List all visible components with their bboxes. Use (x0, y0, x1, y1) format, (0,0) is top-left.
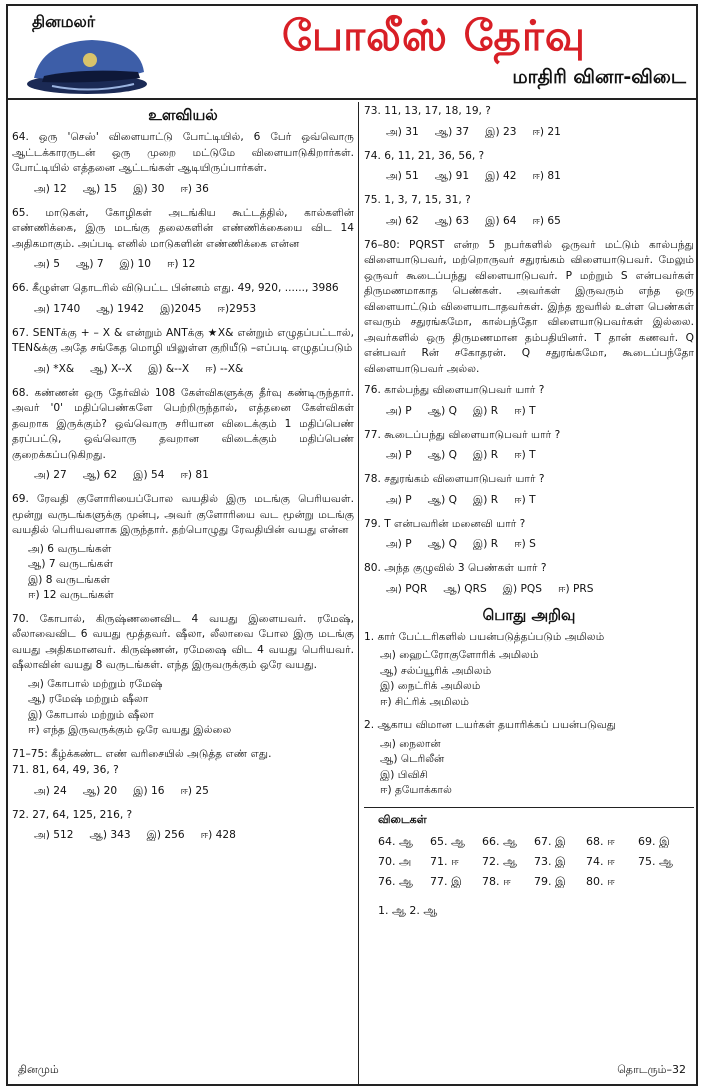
answer-item: 74. ஈ (586, 854, 615, 868)
question-text: 80. அந்த குழுவில் 3 பெண்கள் யார் ? (364, 562, 547, 574)
page (6, 4, 698, 1086)
answer-item: 73. இ (534, 854, 566, 868)
answer-item: 76. ஆ (378, 874, 413, 888)
option: இ) R (472, 404, 499, 417)
option: அ) 12 (34, 182, 67, 195)
question-text: 76. கால்பந்து விளையாடுபவர் யார் ? (364, 384, 545, 396)
option: அ) ஹைட்ரோகுளோரிக் அமிலம் (380, 649, 539, 661)
section-title: உளவியல் (148, 106, 218, 124)
options (364, 648, 694, 710)
question-text: 64. ஒரு 'செஸ்' விளையாட்டு போட்டியில், 6 பேர் ஒவ்வொரு ஆட்டக்காரருடன் ஒரு முறை மட்டுமே விளையாடுகிறார்கள். போட்டியில் எத்தனை ஆட்டங்கள் ஆடியிருப்பார்கள். (12, 131, 354, 174)
option: அ) 512 (34, 829, 74, 841)
answer-item: 77. இ (430, 874, 462, 888)
masthead (8, 6, 696, 100)
options (364, 448, 694, 463)
question-text: 1. கார் பேட்டரிகளில் பயன்படுத்தப்படும் அமிலம் (364, 630, 605, 643)
option: ஆ) 91 (434, 170, 470, 182)
option: ஈ) 36 (180, 182, 209, 195)
option: அ) 62 (386, 214, 419, 227)
option: அ) PQR (386, 582, 428, 595)
footer-left: தினமும் (18, 1063, 59, 1076)
option: அ) 6 வருடங்கள் (28, 542, 112, 555)
option: ஆ) Q (427, 493, 457, 506)
option: ஈ) --X& (205, 362, 244, 375)
option: ஆ) 7 (76, 258, 104, 270)
option: இ) R (472, 538, 499, 550)
question-text: 66. கீழுள்ள தொடரில் விடுபட்ட பின்னம் எது. 49, 920, ......, 3986 (12, 282, 339, 294)
option: ஆ) சல்ப்யூரிக் அமிலம் (380, 664, 492, 677)
answers-title: விடைகள் (378, 812, 427, 826)
answer-item: 75. ஆ (638, 854, 673, 868)
option: இ) 64 (485, 214, 517, 227)
options (12, 182, 354, 197)
options (12, 362, 354, 377)
options (12, 542, 354, 604)
option: ஆ) டெரிலீன் (380, 753, 445, 765)
question-text: 71–75: கீழ்க்கண்ட எண் வரிசையில் அடுத்த எண் எது. (12, 747, 272, 760)
options (364, 493, 694, 508)
option: அ) 1740 (34, 302, 81, 315)
left-column (12, 104, 354, 1084)
option: ஈ) T (514, 404, 536, 417)
option: இ) 16 (133, 784, 165, 797)
option: அ) 51 (386, 170, 419, 182)
gk-section-title: பொது அறிவு (482, 605, 576, 624)
brand-name: தினமலர் (32, 12, 96, 31)
question-text: 69. ரேவதி குளோரியைப்போல வயதில் இரு மடங்கு பெரியவள். மூன்று வருடங்களுக்கு முன்பு, அவர் குளோரியை வட மூன்று மடங்கு வயதில் பெரியவளாக இருந்தார். தற்பொழுது ரேவதியின் வயது என்ன (12, 493, 354, 536)
option: அ) P (386, 493, 412, 506)
logo (16, 10, 156, 96)
answer-item: 80. ஈ (586, 874, 615, 888)
answer-item: 72. ஆ (482, 854, 517, 868)
option: ஈ) 21 (532, 125, 561, 138)
option: ஆ) ரமேஷ் மற்றும் ஷீலா (28, 693, 149, 705)
answers-box (364, 807, 694, 919)
option: இ) 54 (133, 469, 165, 481)
option: அ) P (386, 538, 412, 550)
option: ஆ) Q (427, 449, 457, 461)
column-divider (358, 102, 359, 1086)
option: ஈ) 81 (532, 170, 561, 182)
option: இ) 42 (485, 170, 517, 182)
option: ஈ) சிட்ரிக் அமிலம் (380, 695, 469, 708)
option: ஈ) 81 (180, 469, 209, 481)
answers-grid (364, 832, 694, 892)
option: இ)2045 (160, 302, 202, 315)
option: ஈ) 25 (180, 784, 209, 797)
question-text: 79. T என்பவரின் மனைவி யார் ? (364, 517, 526, 530)
option: ஆ) QRS (443, 582, 487, 595)
question-text: 74. 6, 11, 21, 36, 56, ? (364, 149, 485, 162)
options (364, 169, 694, 184)
option: ஈ) தயோக்கால் (380, 784, 452, 796)
options (364, 404, 694, 419)
option: ஆ) Q (427, 538, 457, 550)
option: இ) R (472, 449, 499, 461)
police-cap-icon (22, 32, 152, 96)
question-text: 68. கண்ணன் ஒரு தேர்வில் 108 கேள்விகளுக்கு தீர்வு கண்டிருந்தார். அவர் '0' மதிப்பெண்களே பெற்றிருந்தால், எத்தனை கேள்விகள் தவறாக இருக்கும்? ஒவ்வொரு சரியான விடைக்கும் 1 மதிப்பெண் தரப்பட்டு, ஒவ்வொரு தவறான விடைக்கும் மதிப்பெண் குறைக்கப்படுகிறது. (12, 386, 354, 461)
question-text: 67. SENTக்கு + – X & என்றும் ANTக்கு ★X& என்றும் எழுதப்பட்டால், TEN&க்கு அதே சங்கேத மொழி யிலுள்ள குறியீடு –எப்படி எழுதப்படும் (12, 326, 354, 354)
options (12, 828, 354, 843)
page-title: போலீஸ் தேர்வு (282, 11, 586, 60)
option: ஈ) PRS (557, 582, 594, 595)
option: ஆ) 20 (82, 784, 118, 797)
option: அ) கோபால் மற்றும் ரமேஷ் (28, 677, 163, 690)
answer-item: 70. அ (378, 854, 412, 868)
footer-right: தொடரும்–32 (617, 1063, 686, 1076)
option: ஆ) 63 (434, 214, 470, 227)
options (364, 537, 694, 552)
option: இ) நைட்ரிக் அமிலம் (380, 680, 481, 692)
options (12, 677, 354, 739)
option: அ) 27 (34, 469, 67, 481)
gk-answers: 1. ஆ 2. ஆ (378, 903, 438, 917)
option: அ) *X& (34, 362, 75, 375)
option: இ) R (472, 493, 499, 506)
option: இ) 8 வருடங்கள் (28, 573, 110, 586)
answer-item: 79. இ (534, 874, 566, 888)
options (364, 582, 694, 597)
option: ஈ)2953 (217, 302, 257, 315)
option: இ) பிவிசி (380, 768, 428, 781)
option: அ) நைலான் (380, 737, 441, 750)
option: இ) &--X (148, 362, 190, 375)
question-text: 2. ஆகாய விமான டயர்கள் தயாரிக்கப் பயன்படுவது (364, 719, 616, 731)
option: ஈ) 428 (200, 829, 236, 841)
question-text: 78. சதுரங்கம் விளையாடுபவர் யார் ? (364, 473, 545, 485)
options (364, 125, 694, 140)
option: இ) 256 (146, 829, 185, 841)
question-text: 65. மாடுகள், கோழிகள் அடங்கிய கூட்டத்தில், கால்களின் எண்ணிக்கை, இரு மடங்கு தலைகளின் எண்ணிக்கையை விட 14 அதிகமாகும். அப்படி எனில் மாடுகளின் எண்ணிக்கை என்ன (12, 206, 354, 250)
option: அ) P (386, 404, 412, 417)
option: ஈ) T (514, 449, 536, 461)
options (12, 468, 354, 483)
footer (12, 1063, 692, 1078)
answer-item: 65. ஆ (430, 834, 465, 848)
right-column (364, 104, 694, 1084)
option: அ) 5 (34, 258, 61, 270)
option: ஈ) T (514, 493, 536, 506)
option: அ) P (386, 449, 412, 461)
question-text: 77. கூடைப்பந்து விளையாடுபவர் யார் ? (364, 428, 561, 441)
option: ஆ) Q (427, 404, 457, 417)
option: இ) 23 (485, 125, 517, 138)
options (12, 302, 354, 317)
option: ஆ) 37 (434, 125, 470, 138)
question-text: 75. 1, 3, 7, 15, 31, ? (364, 194, 471, 206)
option: ஆ) 62 (82, 469, 118, 481)
options (12, 784, 354, 799)
option: ஈ) 12 (166, 258, 196, 270)
option: இ) PQS (502, 582, 542, 595)
option: இ) 10 (119, 258, 151, 270)
option: ஆ) 343 (89, 829, 131, 841)
passage: 76–80: PQRST என்ற 5 நபர்களில் ஒருவர் மட்டும் கால்பந்து விளையாடுபவர், மற்றொருவர் சதுரங்கம் விளையாடுபவர். மேலும் ஒருவர் கூடைப்பந்து விளையாடுபவர். P மற்றும் S என்பவர்கள் திருமணமாகாத பெண்கள். அவர்கள் இருவரும் எந்த ஒரு விளையாட்டும் விளையாடாதவர்கள். இந்த ஐவரில் உள்ள பெண்கள் எவரும் சதுரங்கமோ, கால்பந்தோ விளையாடுபவர்கள் இல்லை. அவர்களில் ஒரு திருமணமான தம்பதியினர். T தான் கணவர். Q என்பவர் Rன் சகோதரன். Q சதுரங்கமோ, கூடைப்பந்தோ விளையாடுபவர் அல்ல. (364, 238, 694, 375)
answer-item: 64. ஆ (378, 834, 413, 848)
answer-item: 78. ஈ (482, 874, 511, 888)
option: ஆ) 15 (82, 182, 118, 195)
question-text: 71. 81, 64, 49, 36, ? (12, 764, 119, 776)
options (364, 737, 694, 799)
question-text: 73. 11, 13, 17, 18, 19, ? (364, 105, 491, 117)
option: அ) 31 (386, 125, 419, 138)
answer-item: 71. ஈ (430, 854, 459, 868)
answer-item: 66. ஆ (482, 834, 517, 848)
answer-item: 69. இ (638, 834, 670, 848)
page-subtitle: மாதிரி வினா-விடை (512, 66, 686, 88)
option: ஈ) 12 வருடங்கள் (28, 589, 114, 601)
option: அ) 24 (34, 784, 67, 797)
option: இ) 30 (133, 182, 165, 195)
answer-item: 67. இ (534, 834, 566, 848)
option: ஈ) S (514, 538, 536, 550)
answer-item: 68. ஈ (586, 834, 615, 848)
option: இ) கோபால் மற்றும் ஷீலா (28, 708, 154, 721)
option: ஈ) எந்த இருவருக்கும் ஒரே வயது இல்லை (28, 724, 232, 736)
question-text: 72. 27, 64, 125, 216, ? (12, 808, 133, 821)
option: ஆ) 1942 (96, 302, 145, 315)
question-text: 70. கோபால், கிருஷ்ணனைவிட 4 வயது இளையவர். ரமேஷ், லீலாவைவிட 6 வயது மூத்தவர். ஷீலா, லீலாவை போல இரு மடங்கு வயது அதிகமானவர். கிருஷ்ணன், ரமேஷை விட 4 வயது பெரியவர். ஷீலாவின் வயது 8 வருடங்கள். எந்த இருவருக்கும் ஒரே வயது. (12, 612, 354, 671)
option: ஆ) 7 வருடங்கள் (28, 558, 114, 570)
options (12, 257, 354, 272)
option: ஈ) 65 (532, 214, 561, 227)
options (364, 214, 694, 229)
option: ஆ) X--X (90, 362, 133, 375)
